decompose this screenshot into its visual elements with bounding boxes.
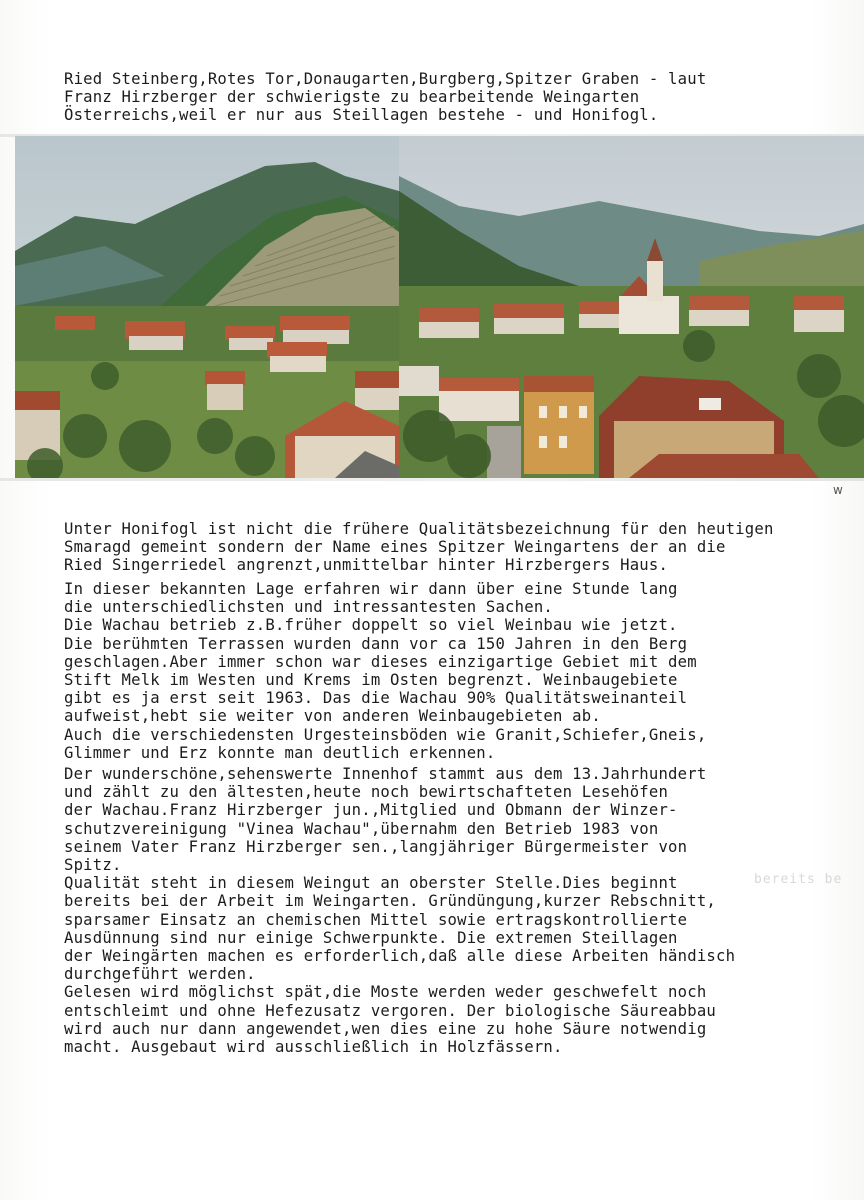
ghost-text: bereits be bbox=[754, 872, 843, 887]
photo-right-spitz-panorama bbox=[399, 136, 864, 478]
margin-mark: w bbox=[833, 483, 843, 497]
tape-edge-bottom bbox=[0, 478, 864, 481]
vineyard-hill-illustration bbox=[15, 136, 399, 478]
caption-line: Ried Steinberg,Rotes Tor,Donaugarten,Burgberg,Spitzer Graben - laut bbox=[64, 70, 707, 88]
photo-caption bbox=[64, 70, 706, 125]
paragraph-innenhof: Der wunderschöne,sehenswerte Innenhof stammt aus dem 13.Jahrhundert und zählt zu den ältesten,heute noch bewirtschafteten Lesehöfen der Wachau.Franz Hirzberger jun.,Mitglied und Obmann der Winzer- schutzvereinigung "Vinea Wachau",übernahm den Betrieb 1983 von seinem Vater Franz Hirzberger sen.,langjähriger Bürgermeister von Spitz. Qualität steht in diesem Weingut an oberster Stelle.Dies beginnt bereits bei der Arbeit im Weingarten. Gründüngung,kurzer Rebschnitt, sparsamer Einsatz an chemischen Mittel sowie ertragskontrollierte Ausdünnung sind nur einige Schwerpunkte. Die extremen Steillagen der Weingärten machen es erforderlich,daß alle diese Arbeiten händisch durchgeführt werden. Gelesen wird möglichst spät,die Moste werden weder geschwefelt noch entschleimt und ohne Hefezusatz vergoren. Der biologische Säureabbau wird auch nur dann angewendet,wen dies eine zu hohe Säure notwendig macht. Ausgebaut wird ausschließlich in Holzfässern. bbox=[64, 765, 736, 1057]
paragraph-honifogl: Unter Honifogl ist nicht die frühere Qualitätsbezeichnung für den heutigen Smaragd gemeint sondern der Name eines Spitzer Weingartens der an die Ried Singerriedel angrenzt,unmittelbar hinter Hirzbergers Haus. bbox=[64, 520, 774, 575]
photo-left-vineyard-panorama bbox=[15, 136, 399, 478]
caption-line: Österreichs,weil er nur aus Steillagen bestehe - und Honifogl. bbox=[64, 106, 659, 125]
village-church-illustration bbox=[399, 136, 864, 478]
caption-line: Franz Hirzberger der schwierigste zu bearbeitende Weingarten bbox=[64, 88, 640, 107]
paragraph-lage: In dieser bekannten Lage erfahren wir dann über eine Stunde lang die unterschiedlichsten und intressantesten Sachen. Die Wachau betrieb z.B.früher doppelt so viel Weinbau wie jetzt. Die berühmten Terrassen wurden dann vor ca 150 Jahren in den Berg geschlagen.Aber immer schon war dieses einzigartige Gebiet mit dem Stift Melk im Westen und Krems im Osten begrenzt. Weinbaugebiete gibt es ja erst seit 1963. Das die Wachau 90% Qualitätsweinanteil aufweist,hebt sie weiter von anderen Weinbaugebieten ab. Auch die verschiedensten Urgesteinsböden wie Granit,Schiefer,Gneis, Glimmer und Erz konnte man deutlich erkennen. bbox=[64, 580, 707, 762]
